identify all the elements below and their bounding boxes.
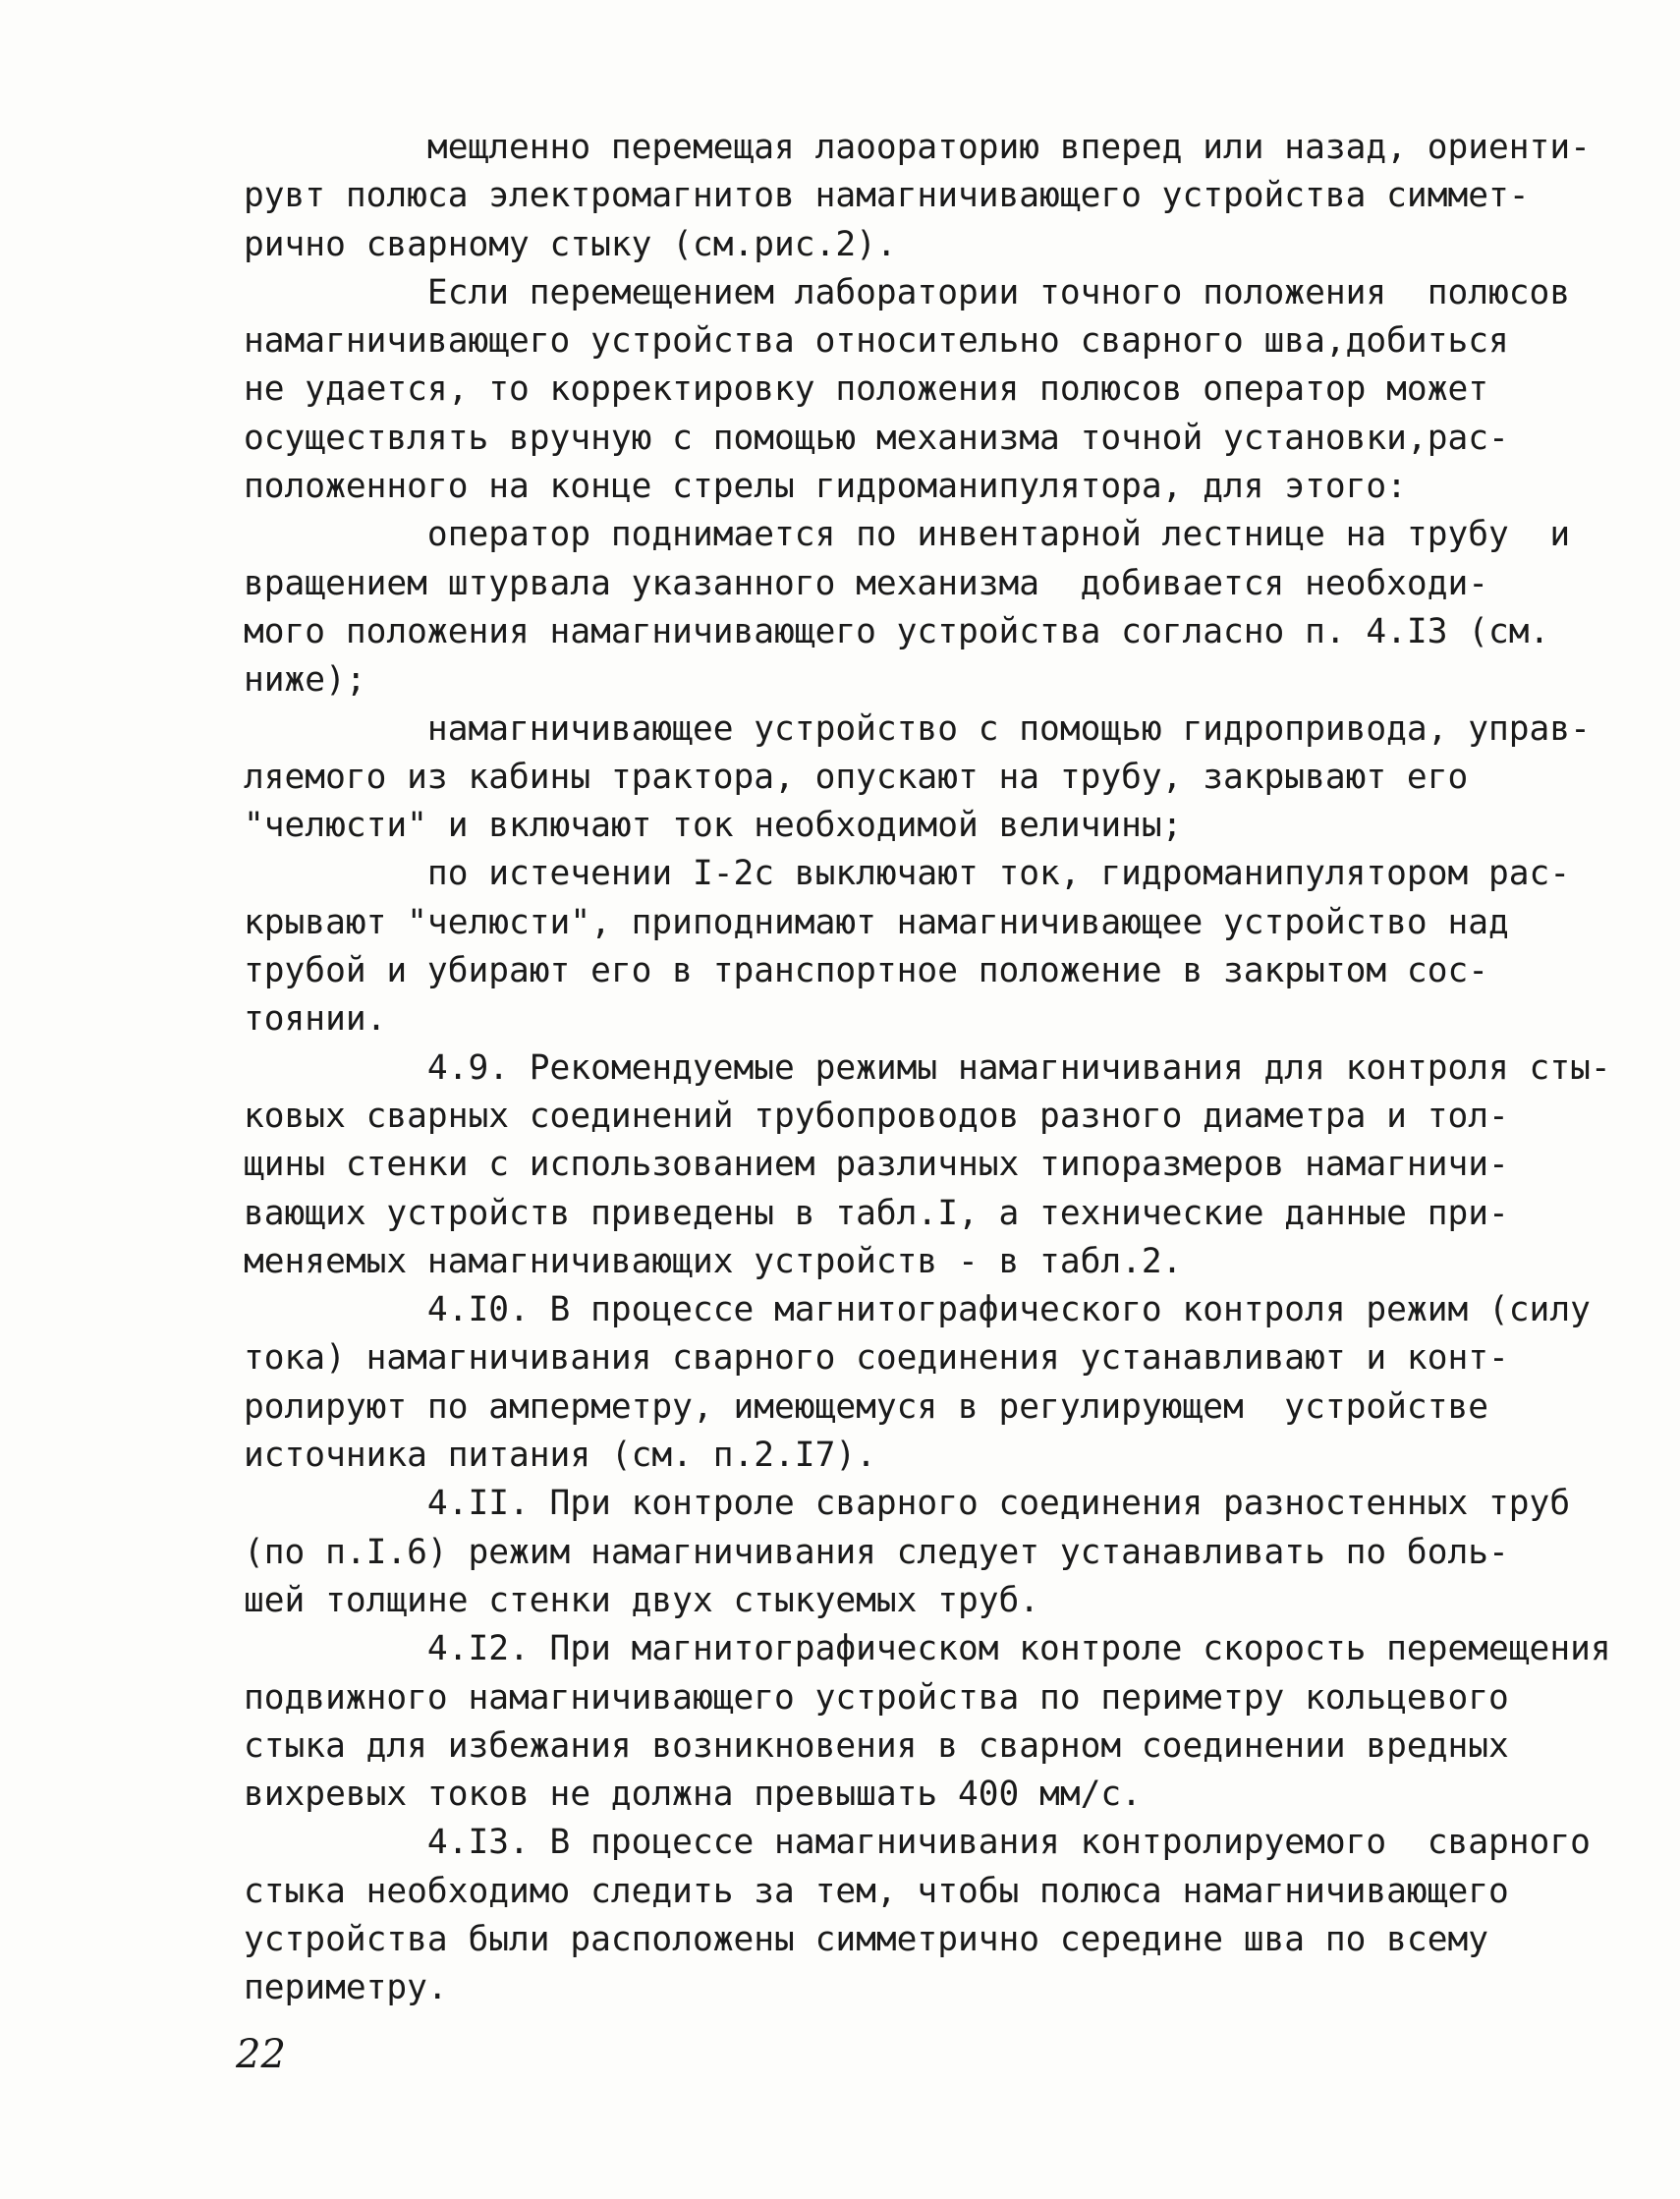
text-line: вихревых токов не должна превышать 400 мм/с. <box>244 1775 1142 1815</box>
text-line: рувт полюса электромагнитов намагничивающего устройства симмет- <box>244 176 1530 216</box>
text-line: периметру. <box>244 1968 448 2008</box>
text-line: мого положения намагничивающего устройства согласно п. 4.I3 (см. <box>244 611 1550 651</box>
text-line: тока) намагничивания сварного соединения устанавливают и конт- <box>244 1338 1509 1379</box>
text-line: трубой и убирают его в транспортное положение в закрытом сос- <box>244 951 1489 991</box>
text-line: крывают "челюсти", приподнимают намагничивающее устройство над <box>244 902 1509 942</box>
body-text <box>244 124 1611 2013</box>
text-line: рично сварному стыку (см.рис.2). <box>244 224 897 264</box>
text-line: ковых сварных соединений трубопроводов разного диаметра и тол- <box>244 1096 1509 1136</box>
text-line: 4.II. При контроле сварного соединения разностенных труб <box>244 1484 1571 1524</box>
text-line: осуществлять вручную с помощью механизма точной установки,рас- <box>244 418 1509 458</box>
text-line: вращением штурвала указанного механизма добивается необходи- <box>244 563 1489 603</box>
text-line: стыка для избежания возникновения в сварном соединении вредных <box>244 1725 1509 1766</box>
text-line: 4.I2. При магнитографическом контроле скорость перемещения <box>244 1629 1611 1669</box>
text-line: тоянии. <box>244 999 387 1040</box>
text-line: Если перемещением лаборатории точного положения полюсов <box>244 272 1571 312</box>
text-line: оператор поднимается по инвентарной лестнице на трубу и <box>244 515 1571 555</box>
text-line: источника питания (см. п.2.I7). <box>244 1436 876 1476</box>
text-line: шей толщине стенки двух стыкуемых труб. <box>244 1580 1040 1620</box>
text-line: по истечении I-2с выключают ток, гидроманипулятором рас- <box>244 854 1571 894</box>
text-line: ролируют по амперметру, имеющемуся в регулирующем устройстве <box>244 1386 1489 1427</box>
text-line: мещленно перемещая лаоораторию вперед или назад, ориенти- <box>244 128 1591 167</box>
text-line: стыка необходимо следить за тем, чтобы полюса намагничивающего <box>244 1871 1509 1911</box>
text-line: 4.9. Рекомендуемые режимы намагничивания для контроля сты- <box>244 1047 1611 1088</box>
text-line: "челюсти" и включают ток необходимой величины; <box>244 806 1183 846</box>
text-line: положенного на конце стрелы гидроманипулятора, для этого: <box>244 467 1407 507</box>
text-line: намагничивающего устройства относительно сварного шва,добиться <box>244 321 1509 362</box>
text-line: щины стенки с использованием различных типоразмеров намагничи- <box>244 1145 1509 1185</box>
text-line: не удается, то корректировку положения полюсов оператор может <box>244 369 1489 410</box>
text-line: ляемого из кабины трактора, опускают на трубу, закрывают его <box>244 757 1469 797</box>
text-line: подвижного намагничивающего устройства по периметру кольцевого <box>244 1677 1509 1718</box>
page-number: 22 <box>236 2032 286 2077</box>
text-line: устройства были расположены симметрично середине шва по всему <box>244 1919 1489 1959</box>
text-line: 4.I3. В процессе намагничивания контролируемого сварного <box>244 1823 1591 1863</box>
text-line: вающих устройств приведены в табл.I, а технические данные при- <box>244 1193 1509 1233</box>
text-line: намагничивающее устройство с помощью гидропривода, управ- <box>244 708 1591 749</box>
text-line: меняемых намагничивающих устройств - в табл.2. <box>244 1241 1183 1281</box>
text-line: 4.I0. В процессе магнитографического контроля режим (силу <box>244 1290 1591 1330</box>
text-line: ниже); <box>244 660 366 701</box>
text-line: (по п.I.6) режим намагничивания следует устанавливать по боль- <box>244 1532 1509 1572</box>
